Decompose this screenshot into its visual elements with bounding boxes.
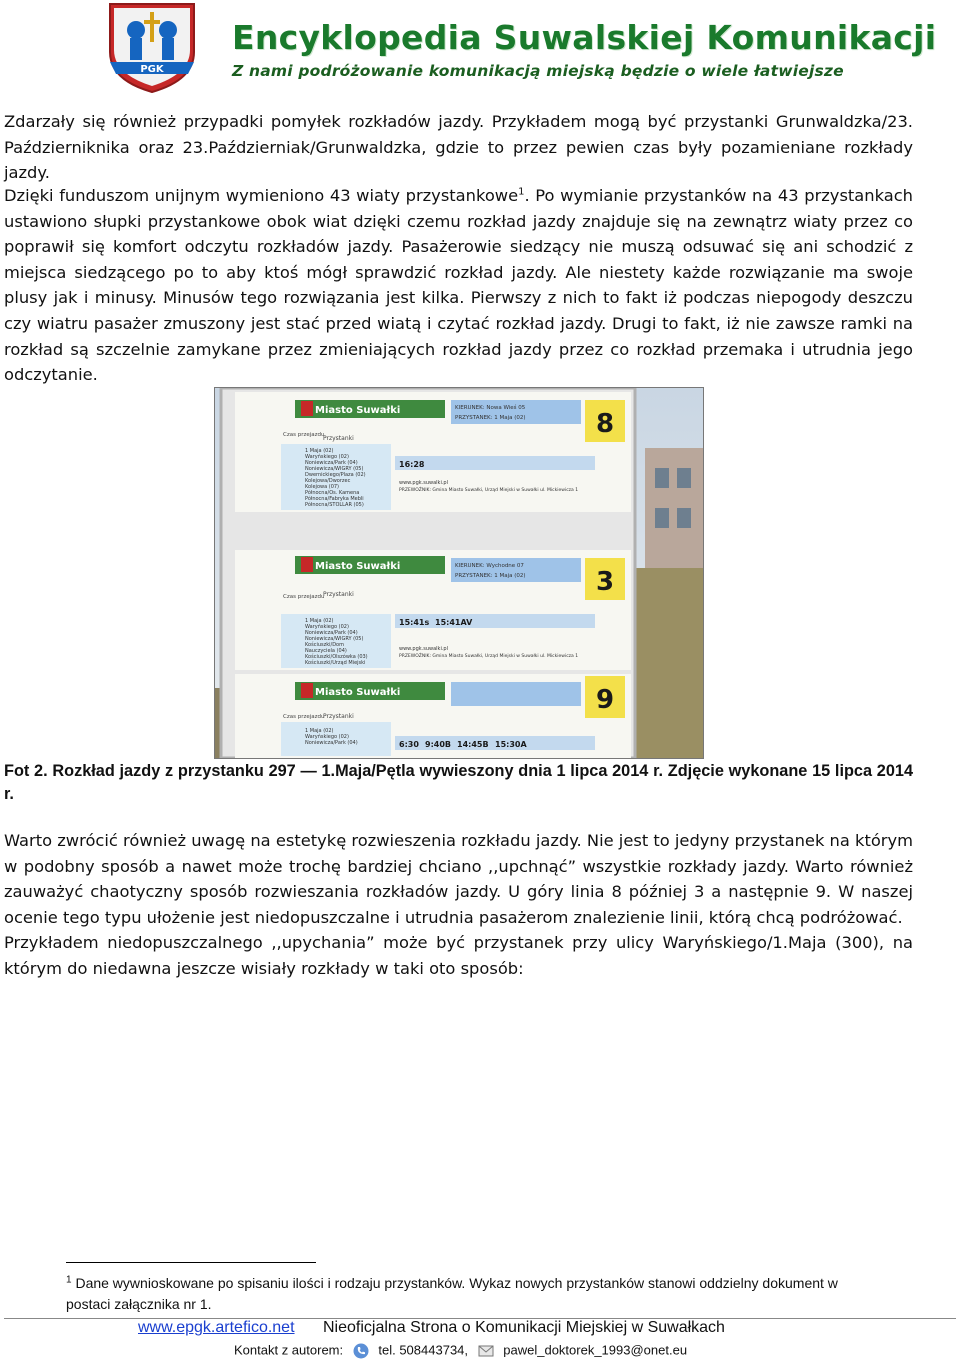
phone-number: tel. 508443734, <box>378 1342 469 1358</box>
footnote: $^1$ Dane wywnioskowane po spisaniu ilości i rodzaju przystanków. Wykaz nowych przystanków stanowi oddzielny dokument w postaci załącznika nr 1. <box>66 1274 838 1312</box>
timetable-panel-8 <box>235 392 631 512</box>
svg-text:3: 3 <box>595 567 615 597</box>
svg-text:Czas przejazdu: Czas przejazdu <box>283 594 325 600</box>
footnote-divider <box>66 1262 316 1263</box>
page-header <box>0 0 960 96</box>
footnote-ref[interactable]: 1 <box>518 186 525 198</box>
svg-text:KIERUNEK: Nowa Wieś 05: KIERUNEK: Nowa Wieś 05 <box>455 405 526 411</box>
svg-text:PRZYSTANEK: 1 Maja (02): PRZYSTANEK: 1 Maja (02) <box>455 415 526 421</box>
svg-text:Przystanki: Przystanki <box>323 591 354 598</box>
timetable-panel-9 <box>235 674 631 758</box>
svg-text:15:30A: 15:30A <box>495 740 527 749</box>
svg-text:8: 8 <box>595 409 615 439</box>
svg-text:9:40B: 9:40B <box>425 740 451 749</box>
svg-text:1 Maja (02): 1 Maja (02) <box>305 448 334 454</box>
email-icon <box>478 1343 494 1359</box>
pgk-logo <box>106 2 198 94</box>
svg-text:PGK: PGK <box>140 64 164 75</box>
svg-text:Nauczyciela (04): Nauczyciela (04) <box>305 648 347 654</box>
svg-text:16:28: 16:28 <box>399 460 425 469</box>
contact-label: Kontakt z autorem: <box>234 1342 344 1358</box>
svg-text:6:30: 6:30 <box>399 740 419 749</box>
svg-text:PRZEWOŹNIK: Gmina Miasto Suwał: PRZEWOŹNIK: Gmina Miasto Suwałki, Urząd Miejski w Suwałki ul. Mickiewicza 1 <box>399 488 579 493</box>
svg-text:9: 9 <box>595 685 615 715</box>
site-description: Nieoficjalna Strona o Komunikacji Miejskiej w Suwałkach <box>322 1319 725 1336</box>
email-address[interactable]: pawel_doktorek_1993@onet.eu <box>503 1342 688 1358</box>
svg-text:Noniewicza/WIGRY (05): Noniewicza/WIGRY (05) <box>305 466 364 472</box>
svg-text:Kościuszki/Urząd Miejski: Kościuszki/Urząd Miejski <box>305 660 366 666</box>
svg-text:Przystanki: Przystanki <box>323 435 354 442</box>
svg-text:Noniewicza/WIGRY (05): Noniewicza/WIGRY (05) <box>305 636 364 642</box>
svg-text:Dwernickiego/Plaza (02): Dwernickiego/Plaza (02) <box>305 472 366 478</box>
svg-text:PRZYSTANEK: 1 Maja (02): PRZYSTANEK: 1 Maja (02) <box>455 573 526 579</box>
svg-text:Czas przejazdu: Czas przejazdu <box>283 714 325 720</box>
svg-text:Noniewicza/Park (04): Noniewicza/Park (04) <box>305 460 358 466</box>
svg-text:Miasto Suwałki: Miasto Suwałki <box>315 561 401 572</box>
svg-text:1 Maja (02): 1 Maja (02) <box>305 728 334 734</box>
svg-text:Przystanki: Przystanki <box>323 713 354 720</box>
svg-text:Kolejowa (07): Kolejowa (07) <box>305 484 340 490</box>
timetable-photo <box>214 387 704 759</box>
phone-icon <box>353 1343 369 1359</box>
svg-text:Waryńskiego (02): Waryńskiego (02) <box>305 624 349 630</box>
svg-text:14:45B: 14:45B <box>457 740 489 749</box>
svg-text:KIERUNEK: Wychodne 07: KIERUNEK: Wychodne 07 <box>455 563 524 569</box>
svg-text:1 Maja (02): 1 Maja (02) <box>305 618 334 624</box>
svg-text:Północna/Os. Kamena: Północna/Os. Kamena <box>305 490 360 496</box>
svg-text:Kolejowa/Dworzec: Kolejowa/Dworzec <box>305 478 351 484</box>
svg-text:PRZEWOŹNIK: Gmina Miasto Suwał: PRZEWOŹNIK: Gmina Miasto Suwałki, Urząd Miejski w Suwałki ul. Mickiewicza 1 <box>399 654 579 659</box>
paragraph-2: Dzięki funduszom unijnym wymieniono 43 wiaty przystankowe$^1$. Po wymianie przystanków na 43 przystankach ustawiono słupki przystankowe obok wiat dzięki czemu rozkład jazdy znajduje się na zewnątrz wiaty przez co poprawił się komfort odczytu rozkładów jazdy. Pasażerowie siedzący nie muszą odsuwać się ani schodzić z miejsca siedzącego po to aby ktoś mógł sprawdzić rozkład jazdy. Ale niestety każde rozwiązanie ma swoje plusy jak i minusy. Minusów tego rozwiązania jest kilka. Pierwszy z nich to fakt iż podczas niepogody deszczu czy wiatru pasażer zmuszony jest stać przed wiatą i czytać rozkład jazdy. Drugi to fakt, iż nie zawsze ramki na rozkład są szczelnie zamykane przez zmieniających rozkład jazdy przez co rozkład przemaka i utrudnia jego odczytanie. <box>4 186 913 385</box>
svg-text:15:41s: 15:41s <box>399 618 430 627</box>
footer-site-line <box>138 1318 725 1338</box>
svg-text:Waryńskiego (02): Waryńskiego (02) <box>305 454 349 460</box>
svg-text:Kościuszki/Dom: Kościuszki/Dom <box>305 642 344 648</box>
svg-text:www.pgk.suwalki.pl: www.pgk.suwalki.pl <box>399 480 448 486</box>
site-title: Encyklopedia Suwalskiej Komunikacji <box>232 18 937 57</box>
svg-text:Kościuszki/Olszówka (03): Kościuszki/Olszówka (03) <box>305 654 368 660</box>
svg-text:Waryńskiego (02): Waryńskiego (02) <box>305 734 349 740</box>
footer-contact-line <box>234 1341 687 1360</box>
svg-text:Noniewicza/Park (04): Noniewicza/Park (04) <box>305 630 358 636</box>
svg-text:Miasto Suwałki: Miasto Suwałki <box>315 405 401 416</box>
svg-text:Czas przejazdu: Czas przejazdu <box>283 432 325 438</box>
svg-text:Północna/STOLLAR (05): Północna/STOLLAR (05) <box>305 502 364 508</box>
site-subtitle: Z nami podróżowanie komunikacją miejską będzie o wiele łatwiejsze <box>232 62 844 80</box>
svg-text:Noniewicza/Park (04): Noniewicza/Park (04) <box>305 740 358 746</box>
svg-text:Miasto Suwałki: Miasto Suwałki <box>315 687 401 698</box>
svg-text:Północna/Fabryka Mebli: Północna/Fabryka Mebli <box>305 496 364 502</box>
paragraph-1: Zdarzały się również przypadki pomyłek rozkładów jazdy. Przykładem mogą być przystanki Grunwaldzka/23. Październiknika oraz 23.Październiak/Grunwaldzka, gdzie to przez pewien czas były pozamieniane rozkłady jazdy. <box>4 112 913 183</box>
paragraph-3: Warto zwrócić również uwagę na estetykę rozwieszenia rozkładu jazdy. Nie jest to jedyny przystanek na którym w podobny sposób a nawet może trochę bardziej chciano ,,upchnąć” wszystkie rozkłady jazdy. Warto również zauważyć chaotyczny sposób rozwieszania rozkładów jazdy. U góry linia 8 później 3 a następnie 9. W naszej ocenie tego typu ułożenie jest niedopuszczalne i utrudnia pasażerom znalezienie linii, którą chcą podróżować. Przykładem niedopuszczalnego ,,upychania” może być przystanek przy ulicy Waryńskiego/1.Maja (300), na którym do niedawna jeszcze wisiały rozkłady w taki oto sposób: <box>4 831 913 978</box>
photo-caption: Fot 2. Rozkład jazdy z przystanku 297 — 1.Maja/Pętla wywieszony dnia 1 lipca 2014 r. Zdjęcie wykonane 15 lipca 2014 r. <box>4 762 913 803</box>
svg-text:15:41AV: 15:41AV <box>435 618 473 627</box>
site-link[interactable]: www.epgk.artefico.net <box>138 1319 295 1336</box>
timetable-panel-3 <box>235 550 631 670</box>
svg-text:www.pgk.suwalki.pl: www.pgk.suwalki.pl <box>399 646 448 652</box>
